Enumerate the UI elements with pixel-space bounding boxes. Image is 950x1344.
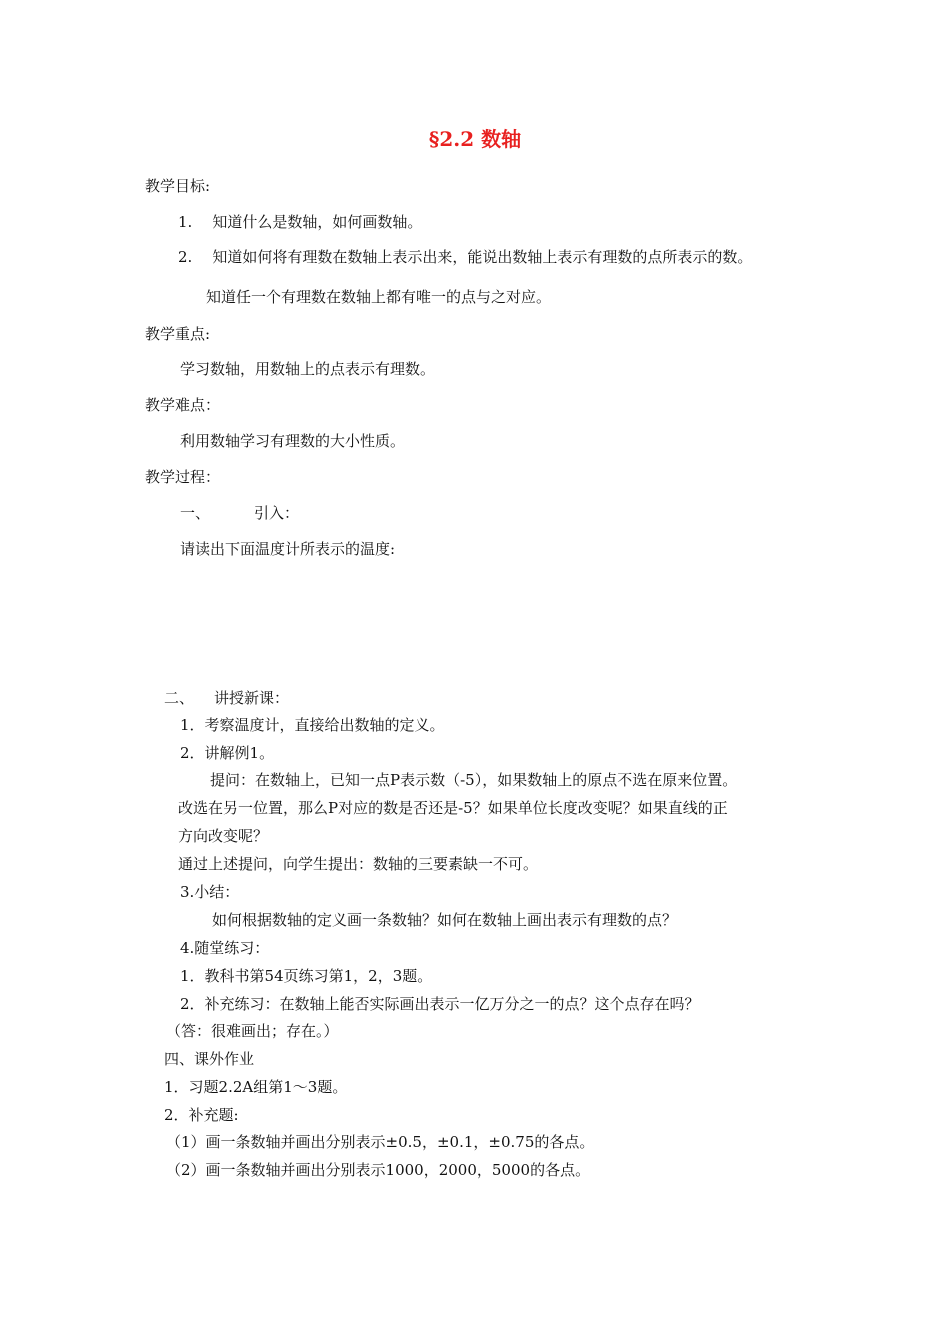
homework-item-2: 2．补充题: [164,1106,239,1124]
objective-item-2-text: 知道如何将有理数在数轴上表示出来，能说出数轴上表示有理数的点所表示的数。 [212,248,753,266]
section-2-number: 二、 [164,689,195,707]
process-heading: 教学过程： [145,468,221,486]
objective-item-2-number: 2. [178,248,193,266]
objective-item-2-continuation: 知道任一个有理数在数轴上都有唯一的点与之对应。 [206,288,552,306]
summary-heading: 3.小结： [180,883,240,901]
section-1-number: 一、 [180,504,211,522]
section-1-heading [180,503,299,523]
objectives-heading: 教学目标: [145,177,211,195]
practice-item-1: 1．教科书第54页练习第1，2，3题。 [180,967,433,985]
page-title: §2.2 数轴 [428,127,522,151]
question-line-2: 改选在另一位置，那么P对应的数是否还是-5？如果单位长度改变呢？如果直线的正 [178,799,728,817]
practice-heading: 4.随堂练习： [180,939,270,957]
key-points-heading: 教学重点: [145,325,211,343]
practice-item-2: 2．补充练习：在数轴上能否实际画出表示一亿万分之一的点？这个点存在吗？ [180,995,700,1013]
section-2-title: 讲授新课： [214,689,290,707]
section-2-heading [164,688,289,708]
homework-subitem-2: （2）画一条数轴并画出分别表示1000，2000，5000的各点。 [166,1161,591,1179]
practice-item-2-answer: （答：很难画出；存在。） [166,1022,339,1040]
question-line-3: 方向改变呢？ [178,827,269,845]
summary-text: 如何根据数轴的定义画一条数轴？如何在数轴上画出表示有理数的点？ [212,911,678,929]
step-1: 1．考察温度计，直接给出数轴的定义。 [180,716,445,734]
difficulties-text: 利用数轴学习有理数的大小性质。 [180,432,406,450]
section-1-title: 引入： [254,504,300,522]
key-points-text: 学习数轴，用数轴上的点表示有理数。 [180,360,436,378]
objective-item-1 [178,212,422,232]
question-line-1: 提问：在数轴上，已知一点P表示数（-5），如果数轴上的原点不选在原来位置。 [210,771,738,789]
homework-subitem-1: （1）画一条数轴并画出分别表示±0.5，±0.1，±0.75的各点。 [166,1133,595,1151]
homework-heading: 四、课外作业 [164,1050,255,1068]
section-1-text: 请读出下面温度计所表示的温度: [180,540,396,558]
homework-item-1: 1．习题2.2A组第1～3题。 [164,1078,348,1096]
conclusion-text: 通过上述提问，向学生提出：数轴的三要素缺一不可。 [178,855,539,873]
objective-item-1-text: 知道什么是数轴，如何画数轴。 [212,213,423,231]
objective-item-1-number: 1. [178,213,193,231]
step-2: 2．讲解例1。 [180,744,275,762]
difficulties-heading: 教学难点： [145,396,221,414]
objective-item-2 [178,247,752,267]
